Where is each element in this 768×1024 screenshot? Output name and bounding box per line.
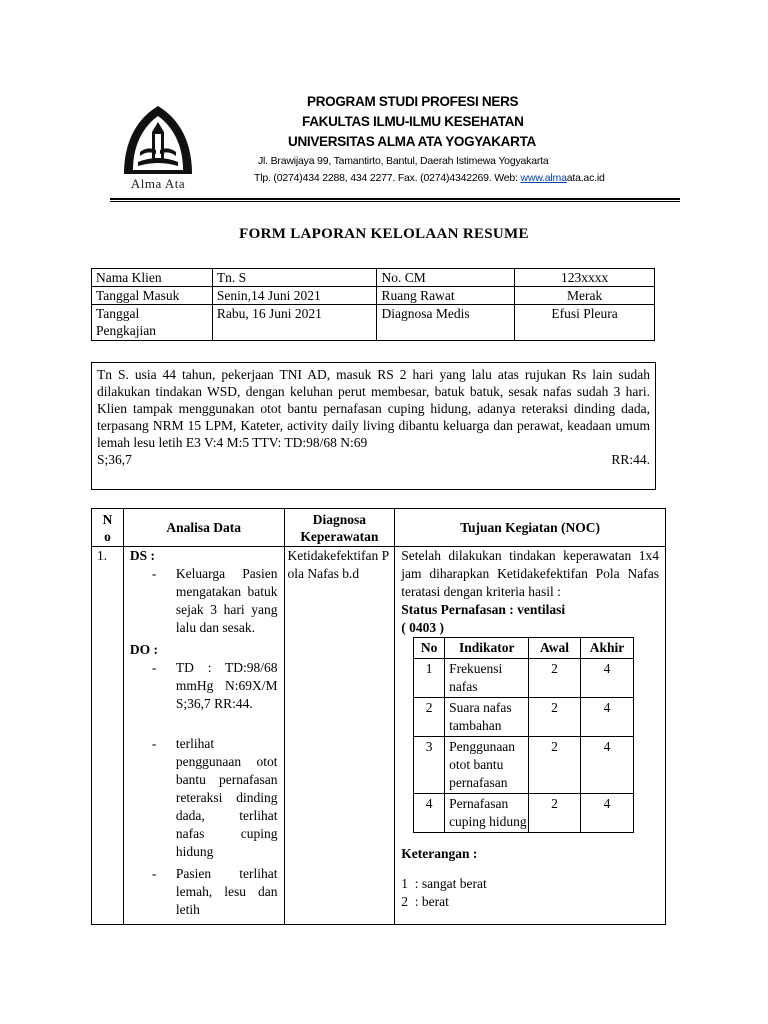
care-plan-table — [91, 508, 666, 925]
value-tanggal-masuk: Senin,14 Juni 2021 — [212, 287, 377, 305]
do-label: DO : — [129, 642, 159, 657]
noc-cell — [395, 547, 666, 925]
scale-item: 2 : berat — [401, 894, 449, 909]
value-nama-klien: Tn. S — [212, 269, 377, 287]
header-contact — [254, 172, 605, 184]
label-diagnosa-medis: Diagnosa Medis — [377, 305, 515, 341]
value-no-cm: 123xxxx — [515, 269, 655, 287]
noc-status: Status Pernafasan : ventilasi — [401, 602, 566, 617]
logo-wordmark: Alma Ata — [130, 176, 186, 191]
website-rest: ata.ac.id — [566, 172, 605, 184]
diagnosa-cell: Ketidakefektifan Pola Nafas b.d — [284, 547, 395, 925]
info-row-name — [92, 269, 655, 287]
header-no: N o — [92, 509, 124, 547]
indicator-row: 2 Suara nafas tambahan 2 4 — [414, 698, 634, 737]
value-ruang-rawat: Merak — [515, 287, 655, 305]
header-line-faculty: FAKULTAS ILMU-ILMU KESEHATAN — [302, 114, 524, 129]
header-line-university: UNIVERSITAS ALMA ATA YOGYAKARTA — [288, 134, 536, 149]
value-tanggal-pengkajian: Rabu, 16 Juni 2021 — [212, 305, 377, 341]
indicator-row: 4 Pernafasan cuping hidung 2 4 — [414, 794, 634, 833]
case-summary — [91, 362, 656, 490]
header-diagnosa: Diagnosa Keperawatan — [284, 509, 395, 547]
value-diagnosa-medis: Efusi Pleura — [515, 305, 655, 341]
do-item: - terlihat penggunaan otot bantu pernafasan reteraksi dinding dada, terlihat nafas cuping hidung — [151, 736, 278, 859]
label-no-cm: No. CM — [377, 269, 515, 287]
analisa-data-cell — [123, 547, 284, 925]
indicator-row: 3 Penggunaan otot bantu pernafasan 2 4 — [414, 737, 634, 794]
label-tanggal-masuk: Tanggal Masuk — [92, 287, 213, 305]
ds-label: DS : — [129, 548, 156, 563]
care-plan-row — [92, 547, 666, 925]
keterangan-label: Keterangan : — [401, 846, 478, 861]
indicator-row: 1 Frekuensi nafas 2 4 — [414, 659, 634, 698]
label-tanggal-pengkajian: Tanggal Pengkajian — [92, 305, 213, 341]
label-nama-klien: Nama Klien — [92, 269, 213, 287]
website-link[interactable]: www.alma — [520, 172, 567, 184]
header-line-program: PROGRAM STUDI PROFESI NERS — [307, 94, 519, 109]
noc-intro: Setelah dilakukan tindakan keperawatan 1x4 jam diharapkan Ketidakefektifan Pola Nafas teratasi dengan kriteria hasil : — [401, 548, 659, 599]
contact-text: Tlp. (0274)434 2288, 434 2277. Fax. (0274)4342269. Web: — [254, 172, 521, 184]
header-address: Jl. Brawijaya 99, Tamantirto, Bantul, Daerah Istimewa Yogyakarta — [258, 155, 549, 167]
summary-text: Tn S. usia 44 tahun, pekerjaan TNI AD, masuk RS 2 hari yang lalu atas rujukan Rs lain sudah dilakukan tindakan WSD, dengan keluhan perut membesar, batuk batuk, sesak nafas sudah 3 hari. Klien tampak menggunakan otot bantu pernafasan cuping hidung, adanya reteraksi dinding dada, terpasang NRM 15 LPM, Kateter, activity daily living dibantu keluarga dan perawat, keadaan umum lemah lesu letih E3 V:4 M:5 TTV: TD:98/68 N:69 — [97, 367, 650, 450]
do-item: - TD : TD:98/68 mmHg N:69X/M S;36,7 RR:44. — [151, 660, 278, 711]
patient-info-table — [91, 268, 655, 341]
care-plan-header — [92, 509, 666, 547]
row-number: 1. — [92, 547, 124, 925]
header-analisa-data: Analisa Data — [123, 509, 284, 547]
info-row-admission — [92, 287, 655, 305]
ds-item: - Keluarga Pasien mengatakan batuk sejak 3 hari yang lalu dan sesak. — [151, 566, 278, 635]
label-ruang-rawat: Ruang Rawat — [377, 287, 515, 305]
do-item: - Pasien terlihat lemah, lesu dan letih — [151, 866, 278, 917]
header-noc: Tujuan Kegiatan (NOC) — [395, 509, 666, 547]
header-divider — [110, 198, 680, 202]
indicator-header: No Indikator Awal Akhir — [414, 638, 634, 659]
noc-code: ( 0403 ) — [401, 620, 444, 635]
summary-last-line: S;36,7 RR:44. — [97, 452, 650, 467]
form-title: FORM LAPORAN KELOLAAN RESUME — [239, 226, 529, 242]
info-row-assessment — [92, 305, 655, 341]
scale-item: 1 : sangat berat — [401, 876, 487, 891]
indicator-table — [413, 637, 634, 833]
